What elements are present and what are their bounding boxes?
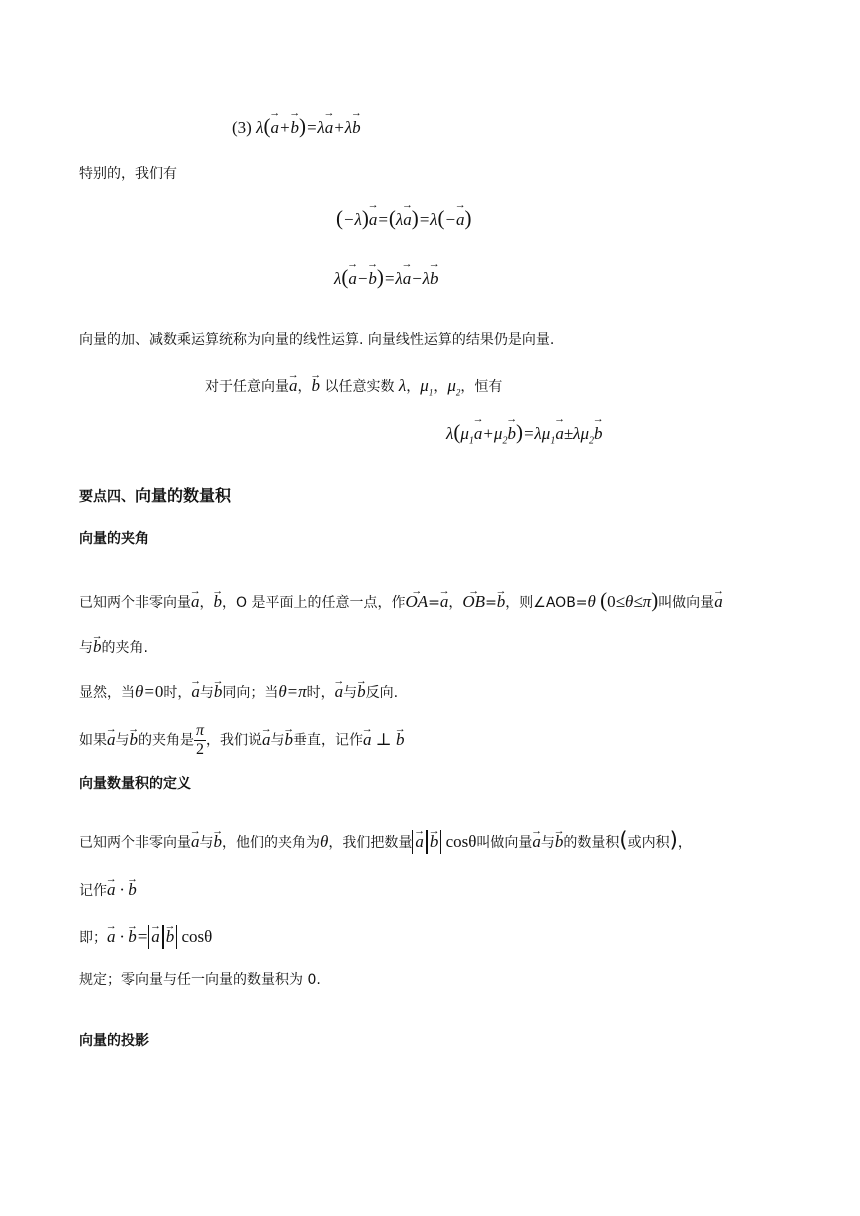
angle-definition-line: 已知两个非零向量→ a，→ b，O 是平面上的任意一点，作→ OA=→ a，→ OB=→ b，则∠AOB=θ (0≤θ≤π)叫做向量→ a <box>79 590 860 613</box>
angle-heading: 向量的夹角 <box>79 531 149 547</box>
section-4-heading <box>79 483 860 506</box>
equation-linear-combination: $\lambda(\mu_1\to a+\mu_2\to b)=\lambda\mu_1\to a\pm\lambda\mu_2\to b$ <box>446 420 860 446</box>
dot-product-heading: 向量数量积的定义 <box>79 776 191 792</box>
equation-3-label: (3) <box>232 118 252 137</box>
special-intro: 特别的，我们有 <box>79 166 177 182</box>
dot-def-5: 的数量积 <box>563 835 620 851</box>
any-vectors-text1: 对于任意向量 <box>205 379 289 395</box>
perp-yu-1: 与 <box>115 732 130 749</box>
any-vectors-line: 对于任意向量→ a，→ b 以任意实数 λ，$\mu_1$，$\mu_2$，恒有 <box>205 376 860 402</box>
any-vectors-text2: 以任意实数 <box>324 379 395 395</box>
equation-difference: λ(→ a−→ b)=λ→ a−λ→ b <box>334 265 860 290</box>
angle-definition-line-2: 与→ b的夹角. <box>79 637 860 658</box>
angle-def-4: 叫做向量 <box>658 595 715 611</box>
equation-neg-lambda: (−λ)→ a=(λ→ a)=λ(−→ a) <box>336 206 860 231</box>
perp-yu-2: 与 <box>270 732 285 749</box>
obvious-yu-2: 与 <box>343 685 358 701</box>
pi-over-2: $\frac{\pi}{2}$ <box>196 722 205 758</box>
dot-def-2: ，他们的夹角为 <box>222 835 320 851</box>
equation-3: (3) λ(→ a+→ b)=λ→ a+λ→ b <box>232 114 860 139</box>
write-as-line: 记作→ a · → b <box>79 880 860 901</box>
perp-3: ，我们说 <box>206 732 263 749</box>
dot-yu-2: 与 <box>540 835 555 851</box>
perpendicular-line: 如果→ a与→ b的夹角是 $\frac{\pi}{2}$ ，我们说→ a与→ b垂直，记作→ a ⊥ → b <box>79 722 860 759</box>
zero-rule: 规定；零向量与任一向量的数量积为 0. <box>79 972 321 988</box>
projection-heading: 向量的投影 <box>79 1033 149 1049</box>
dot-yu-1: 与 <box>199 835 214 851</box>
angle-def-5: 与 <box>79 640 93 656</box>
ie-cos-theta: cosθ <box>181 927 213 946</box>
ie-line: 即；→ a · → b=→ a→ b cosθ <box>79 925 860 949</box>
angle-def-6: 的夹角. <box>101 640 148 656</box>
dot-def-3: ，我们把数量 <box>328 835 413 851</box>
obvious-2: 时， <box>163 685 192 701</box>
obvious-5: 反向. <box>365 685 399 701</box>
dot-def-1: 已知两个非零向量 <box>79 835 191 851</box>
angle-def-1: 已知两个非零向量 <box>79 595 191 611</box>
obvious-line: 显然，当θ=0时，→ a与→ b同向；当θ=π时，→ a与→ b反向. <box>79 682 860 703</box>
obvious-yu-1: 与 <box>199 685 214 701</box>
dot-definition-line: 已知两个非零向量→ a与→ b，他们的夹角为θ，我们把数量→ a→ b cosθ叫做向量→ a与→ b的数量积(或内积)， <box>79 830 860 854</box>
obvious-4: 时， <box>306 685 335 701</box>
write-as: 记作 <box>79 883 107 899</box>
perp-2: 的夹角是 <box>138 732 194 749</box>
dot-def-4: 叫做向量 <box>476 835 533 851</box>
ie: 即； <box>79 930 107 946</box>
obvious-3: 同向；当 <box>222 685 279 701</box>
any-vectors-text3: 恒有 <box>474 379 503 395</box>
section-4-prefix: 要点四、 <box>79 489 135 505</box>
perp-4: 垂直，记作 <box>293 732 364 749</box>
obvious-1: 显然，当 <box>79 685 135 701</box>
angle-def-3: 则∠AOB= <box>519 595 588 611</box>
linear-note: 向量的加、减数乘运算统称为向量的线性运算. 向量线性运算的结果仍是向量. <box>79 332 555 348</box>
dot-def-6: 或内积 <box>627 835 670 851</box>
section-4-title: 向量的数量积 <box>135 486 232 505</box>
angle-def-2: O 是平面上的任意一点，作 <box>236 595 406 611</box>
perp-1: 如果 <box>79 732 107 749</box>
dot-cos-theta: cosθ <box>445 832 477 851</box>
